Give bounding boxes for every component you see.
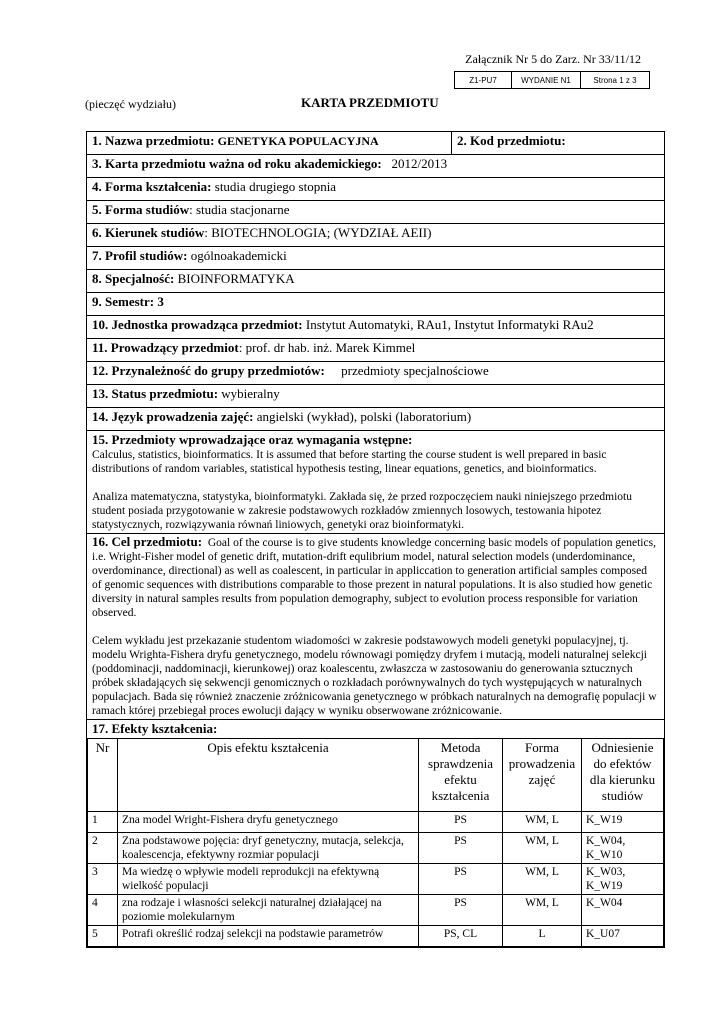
prerequisites-en: Calculus, statistics, bioinformatics. It is assumed that before starting the course student is well prepared in basic distributions of random variables, statistical hypothesis testing, linear equations, genetics, and bioinformatics.	[92, 449, 607, 475]
table-row	[88, 833, 664, 864]
cell-ref: K_W04, K_W10	[582, 833, 664, 864]
field-label: 1. Nazwa przedmiotu:	[92, 133, 215, 148]
cell-method: PS	[419, 864, 503, 895]
field-value: ogólnoakademicki	[190, 248, 287, 263]
prerequisites-pl: Analiza matematyczna, statystyka, bioinformatyki. Zakłada się, że przed rozpoczęciem nauki niniejszego przedmiotu student posiada przygotowanie w zakresie podstawowych rozkładów zmiennych losowych, testowania hipotez statystycznych, rozwiązywania równań liniowych, genetyki oraz bioinformatyki.	[92, 491, 632, 531]
field-course-status	[87, 385, 665, 408]
field-label: 3. Karta przedmiotu ważna od roku akademickiego:	[92, 156, 382, 171]
page-indicator: Strona 1 z 3	[581, 72, 650, 89]
cell-form: WM, L	[503, 895, 582, 926]
cell-ref: K_U07	[582, 926, 664, 947]
field-value: BIOINFORMATYKA	[177, 271, 295, 286]
cell-form: L	[503, 926, 582, 947]
course-goal-en: Goal of the course is to give students knowledge concerning basic models of population genetics, i.e. Wright-Fisher model of genetic drift, mutation-drift equlibrium model, natural selection models (underdominance, overdominance, directional) as well as coalescent, in particular in appliccation to generation artificial samples composed of genomic sequences with distributions comparable to those prezent in natural populations. It is also studied how genetic diversity in natural samples results from population demography, subject to evolution process responsible for variation observed.	[92, 537, 656, 619]
field-label: 13. Status przedmiotu:	[92, 386, 219, 401]
cell-nr: 5	[88, 926, 118, 947]
table-row	[88, 812, 664, 833]
field-education-form	[87, 178, 665, 201]
field-learning-effects	[87, 720, 665, 948]
field-value: angielski (wykład), polski (laboratorium)	[256, 409, 472, 424]
field-course-name	[87, 132, 452, 155]
table-row	[88, 895, 664, 926]
cell-method: PS	[419, 812, 503, 833]
field-label: 9. Semestr: 3	[92, 294, 164, 309]
field-value: : BIOTECHNOLOGIA; (WYDZIAŁ AEII)	[204, 225, 432, 240]
header-desc: Opis efektu kształcenia	[118, 739, 419, 812]
cell-form: WM, L	[503, 833, 582, 864]
field-label: 7. Profil studiów:	[92, 248, 188, 263]
field-value: Instytut Automatyki, RAu1, Instytut Informatyki RAu2	[305, 317, 594, 332]
table-row	[88, 864, 664, 895]
field-label: 14. Język prowadzenia zajęć:	[92, 409, 254, 424]
field-label: 5. Forma studiów	[92, 202, 190, 217]
header-ref: Odniesienie do efektów dla kierunku studiów	[582, 739, 664, 812]
course-goal-pl: Celem wykładu jest przekazanie studentom wiadomości w zakresie podstawowych modeli genetyki populacyjnej, tj. modelu Wrighta-Fishera dryfu genetycznego, modelu równowagi pomiędzy dryfem i mutacją, modeli naturalnej selekcji (poddominacji, naddominacji, kierunkowej) oraz koalescentu, zwłaszcza w zastosowaniu do generowania sztucznych próbek składających się sekwencji genomicznych o rozkładach porównywalnych do tych występujących w naturalnych populacjach. Bada się również znaczenie zróżnicowania genetycznego w próbkach naturalnych na demografię populacji w ramach której przebiegał proces ewolucji dający w wyniku obserwowane zróżnicowanie.	[92, 635, 657, 717]
learning-effects-table	[87, 738, 664, 947]
field-value: : studia stacjonarne	[189, 202, 290, 217]
cell-ref: K_W04	[582, 895, 664, 926]
annex-reference: Załącznik Nr 5 do Zarz. Nr 33/11/12	[465, 52, 641, 66]
field-prerequisites	[87, 431, 665, 534]
field-value: : prof. dr hab. inż. Marek Kimmel	[238, 340, 416, 355]
field-label: 12. Przynależność do grupy przedmiotów:	[92, 363, 325, 378]
field-label: 15. Przedmioty wprowadzające oraz wymagania wstępne:	[92, 432, 413, 447]
field-unit	[87, 316, 665, 339]
cell-nr: 3	[88, 864, 118, 895]
field-value: przedmioty specjalnościowe	[341, 363, 489, 378]
cell-desc: Zna podstawowe pojęcia: dryf genetyczny, mutacja, selekcja, koalescencja, efektywny rozmiar populacji	[118, 833, 419, 864]
field-course-group	[87, 362, 665, 385]
edition: WYDANIE N1	[512, 72, 581, 89]
faculty-stamp: (pieczęć wydziału)	[85, 97, 176, 111]
field-specialty	[87, 270, 665, 293]
field-label: 4. Forma kształcenia:	[92, 179, 212, 194]
cell-form: WM, L	[503, 864, 582, 895]
course-card-table	[86, 131, 665, 948]
field-label: 2. Kod przedmiotu:	[457, 133, 566, 148]
field-label: 16. Cel przedmiotu:	[92, 534, 203, 549]
cell-method: PS, CL	[419, 926, 503, 947]
field-study-profile	[87, 247, 665, 270]
field-language	[87, 408, 665, 431]
field-valid-year	[87, 155, 665, 178]
field-label: 17. Efekty kształcenia:	[92, 721, 218, 736]
header-method: Metoda sprawdzenia efektu kształcenia	[419, 739, 503, 812]
cell-nr: 4	[88, 895, 118, 926]
field-study-field	[87, 224, 665, 247]
field-course-code	[452, 132, 665, 155]
cell-nr: 2	[88, 833, 118, 864]
cell-ref: K_W03, K_W19	[582, 864, 664, 895]
field-label: 8. Specjalność:	[92, 271, 175, 286]
cell-method: PS	[419, 833, 503, 864]
field-label: 11. Prowadzący przedmiot	[92, 340, 239, 355]
field-label: 10. Jednostka prowadząca przedmiot:	[92, 317, 303, 332]
effects-header-row	[88, 739, 664, 812]
header-nr: Nr	[88, 739, 118, 812]
cell-form: WM, L	[503, 812, 582, 833]
field-value: wybieralny	[221, 386, 280, 401]
cell-desc: zna rodzaje i własności selekcji naturalnej działającej na poziomie molekularnym	[118, 895, 419, 926]
course-name-value: GENETYKA POPULACYJNA	[217, 134, 379, 148]
field-course-goal	[87, 534, 665, 720]
header-form: Forma prowadzenia zajęć	[503, 739, 582, 812]
doc-code: Z1-PU7	[455, 72, 512, 89]
cell-ref: K_W19	[582, 812, 664, 833]
field-label: 6. Kierunek studiów	[92, 225, 205, 240]
field-value: 2012/2013	[391, 156, 448, 171]
table-row	[88, 926, 664, 947]
document-title: KARTA PRZEDMIOTU	[301, 95, 439, 110]
field-lecturer	[87, 339, 665, 362]
document-code-box	[454, 71, 650, 89]
cell-nr: 1	[88, 812, 118, 833]
field-value: studia drugiego stopnia	[214, 179, 337, 194]
field-study-form	[87, 201, 665, 224]
cell-desc: Zna model Wright-Fishera dryfu genetycznego	[118, 812, 419, 833]
cell-desc: Ma wiedzę o wpływie modeli reprodukcji na efektywną wielkość populacji	[118, 864, 419, 895]
cell-desc: Potrafi określić rodzaj selekcji na podstawie parametrów	[118, 926, 419, 947]
cell-method: PS	[419, 895, 503, 926]
field-semester	[87, 293, 665, 316]
